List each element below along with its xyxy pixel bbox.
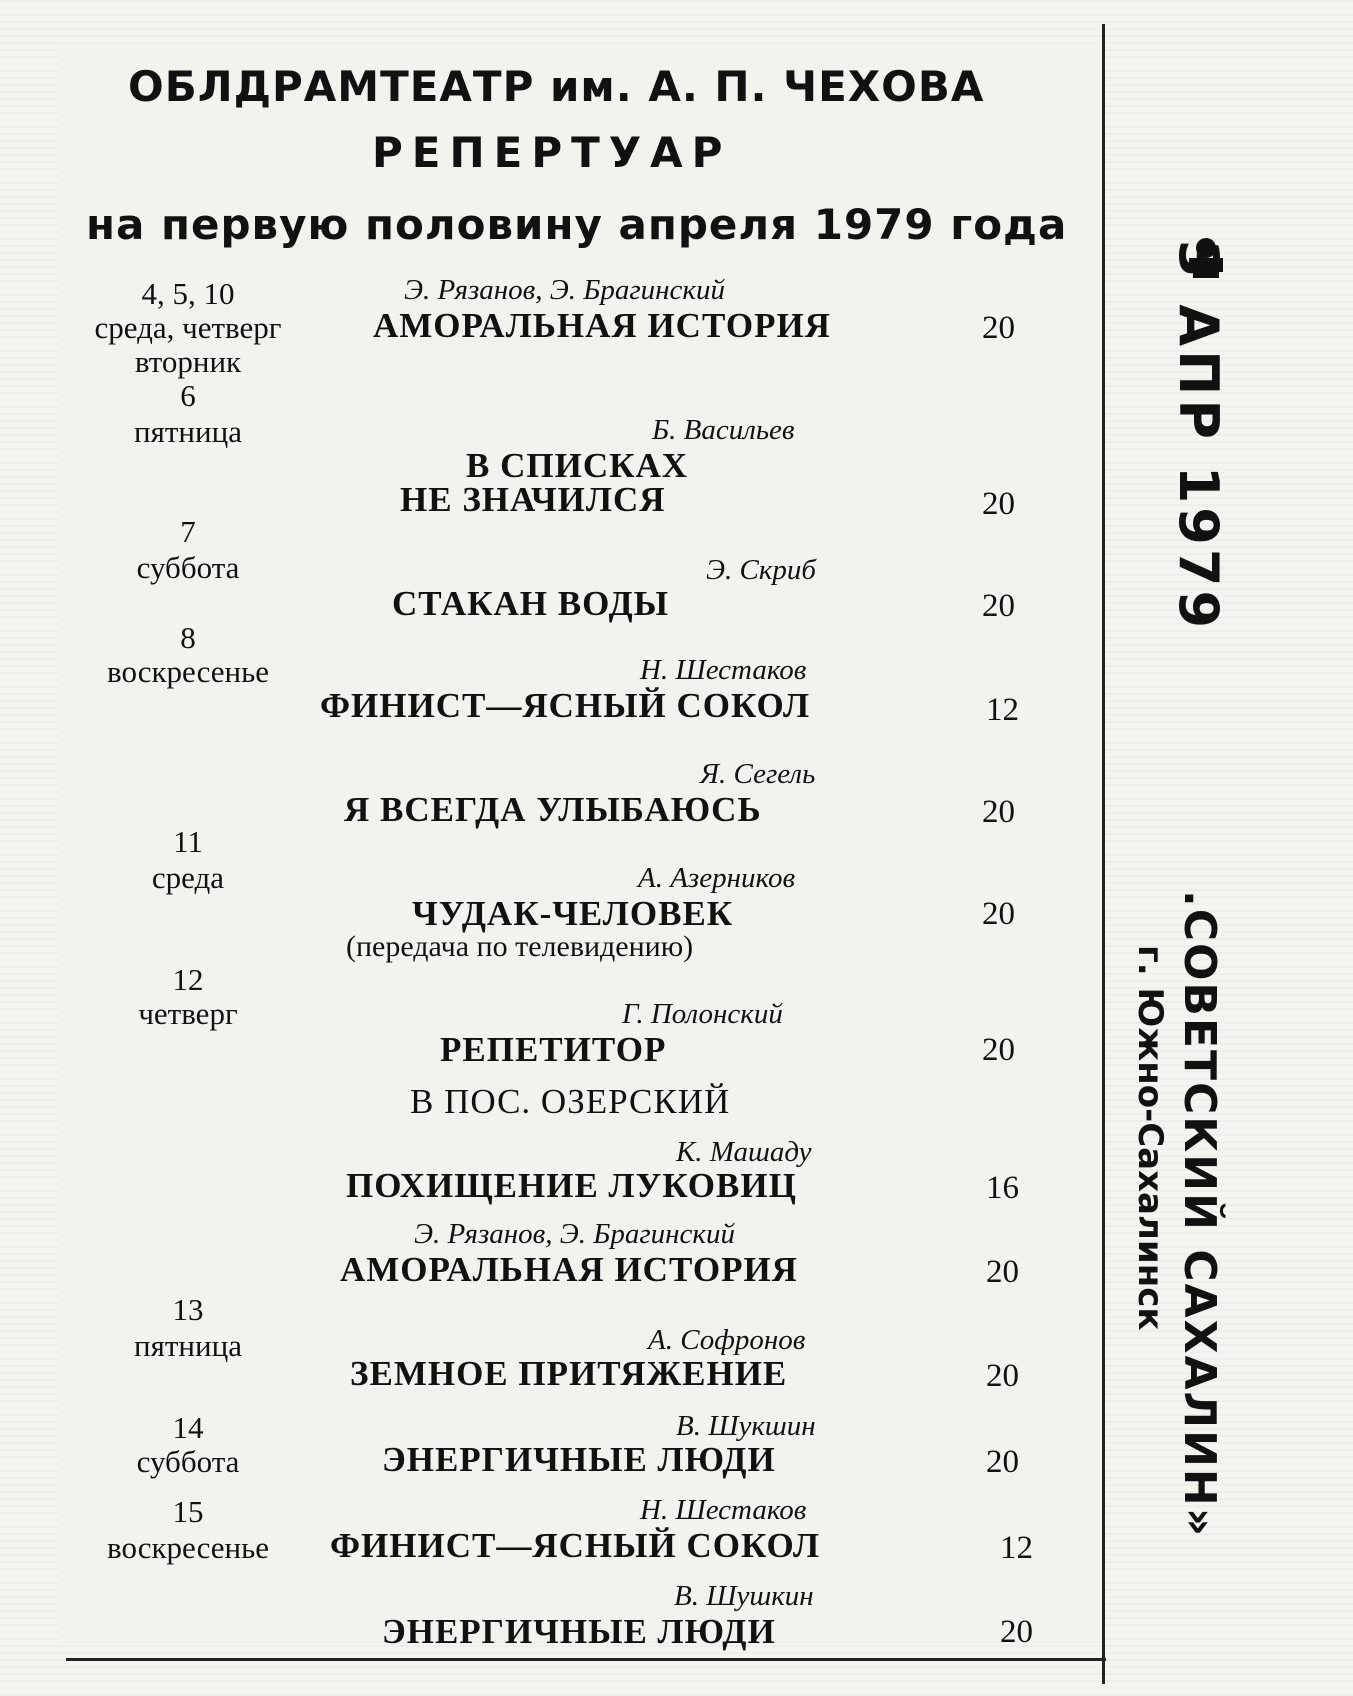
day-label: суббота (136, 1444, 240, 1479)
author: А. Софронов (648, 1324, 806, 1356)
day-label: 6 (180, 378, 196, 413)
play-title: СТАКАН ВОДЫ (392, 584, 670, 623)
play-title: ФИНИСТ—ЯСНЫЙ СОКОЛ (330, 1526, 821, 1565)
play-title: АМОРАЛЬНАЯ ИСТОРИЯ (340, 1250, 798, 1289)
author: Г. Полонский (622, 998, 783, 1030)
author: Э. Рязанов, Э. Брагинский (404, 274, 725, 306)
day-label: 8 (180, 620, 196, 655)
newspaper-name: .СОВЕТСКИЙ САХАЛИН» (1174, 890, 1225, 1539)
start-time: 20 (986, 1444, 1019, 1480)
start-time: 20 (982, 896, 1015, 932)
play-title: ФИНИСТ—ЯСНЫЙ СОКОЛ (320, 686, 811, 725)
start-time: 20 (982, 310, 1015, 346)
play-title: ПОХИЩЕНИЕ ЛУКОВИЦ (346, 1166, 797, 1205)
play-title: ЭНЕРГИЧНЫЕ ЛЮДИ (382, 1612, 776, 1651)
play-title: В СПИСКАХ (466, 446, 689, 485)
author: В. Шукшин (676, 1410, 816, 1442)
day-label: четверг (138, 996, 238, 1031)
play-title: Я ВСЕГДА УЛЫБАЮСЬ (344, 790, 762, 829)
day-label: воскресенье (107, 654, 269, 689)
start-time: 20 (982, 1032, 1015, 1068)
play-title: АМОРАЛЬНАЯ ИСТОРИЯ (373, 306, 831, 345)
author: В. Шушкин (674, 1580, 814, 1612)
repertoire-title: РЕПЕРТУАР (372, 128, 732, 177)
start-time: 20 (982, 486, 1015, 522)
day-label: среда (151, 860, 225, 895)
author: Н. Шестаков (640, 1494, 807, 1526)
day-label: 14 (172, 1410, 204, 1445)
author: Б. Васильев (652, 414, 795, 446)
day-label: воскресенье (107, 1530, 269, 1565)
start-time: 20 (982, 588, 1015, 624)
start-time: 12 (1000, 1530, 1033, 1566)
day-label: среда, четверг (94, 310, 282, 345)
play-title: ЭНЕРГИЧНЫЕ ЛЮДИ (382, 1440, 776, 1479)
period-subtitle: на первую половину апреля 1979 года (86, 200, 1068, 249)
play-title: ЗЕМНОЕ ПРИТЯЖЕНИЕ (350, 1354, 788, 1393)
day-label: суббота (136, 550, 240, 585)
day-label: 13 (172, 1292, 204, 1327)
theater-name: ОБЛДРАМТЕАТР им. А. П. ЧЕХОВА (128, 62, 985, 111)
author: К. Машаду (676, 1136, 812, 1168)
day-label: вторник (134, 344, 242, 379)
author: А. Азерников (638, 862, 796, 894)
start-time: 20 (1000, 1614, 1033, 1650)
date-stamp: 3 АПР 1979 (1167, 240, 1230, 633)
newspaper-city: г. Южно-Сахалинск (1130, 945, 1170, 1331)
play-title: ЧУДАК-ЧЕЛОВЕК (412, 894, 734, 933)
author: Н. Шестаков (640, 654, 807, 686)
start-time: 20 (986, 1358, 1019, 1394)
start-time: 12 (986, 692, 1019, 728)
column-divider (1102, 24, 1105, 1684)
day-label: 12 (172, 962, 204, 997)
bottom-rule (66, 1658, 1106, 1661)
author: Э. Рязанов, Э. Брагинский (414, 1218, 735, 1250)
day-label: пятница (134, 414, 242, 449)
day-label: 7 (180, 514, 196, 549)
author: Э. Скриб (706, 554, 816, 586)
start-time: 16 (986, 1170, 1019, 1206)
day-label: 11 (173, 824, 203, 859)
start-time: 20 (986, 1254, 1019, 1290)
venue-heading: В ПОС. ОЗЕРСКИЙ (410, 1082, 731, 1121)
play-title: РЕПЕТИТОР (440, 1030, 667, 1069)
author: Я. Сегель (700, 758, 816, 790)
day-label: 4, 5, 10 (141, 276, 235, 311)
note: (передача по телевидению) (346, 930, 694, 963)
play-title: НЕ ЗНАЧИЛСЯ (400, 480, 666, 519)
day-label: пятница (134, 1328, 242, 1363)
start-time: 20 (982, 794, 1015, 830)
day-label: 15 (172, 1494, 204, 1529)
